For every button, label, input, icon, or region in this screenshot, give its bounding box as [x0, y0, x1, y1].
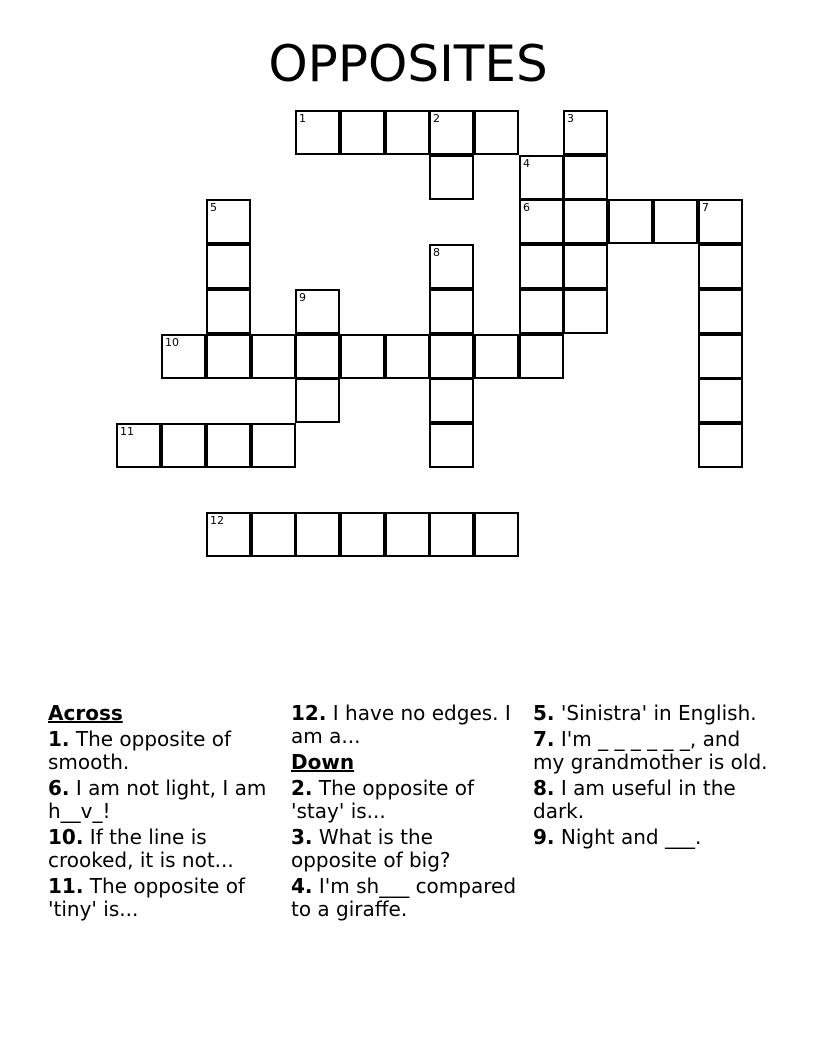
grid-cell[interactable] — [563, 110, 608, 155]
clue-number: 2. — [291, 776, 313, 800]
cell-number: 12 — [210, 514, 224, 527]
clue-number: 3. — [291, 825, 313, 849]
cell-number: 1 — [299, 112, 306, 125]
cell-number: 11 — [120, 425, 134, 438]
across-heading: Across — [48, 701, 123, 725]
grid-cell[interactable] — [698, 244, 743, 289]
clue-text: I am useful in the dark. — [533, 776, 736, 823]
clue-across-10 — [48, 826, 278, 872]
clues-column-2 — [291, 702, 521, 924]
grid-cell[interactable] — [206, 289, 251, 334]
grid-cell[interactable] — [474, 110, 519, 155]
clue-text: If the line is crooked, it is not... — [48, 825, 234, 872]
grid-cell[interactable] — [429, 334, 474, 379]
grid-cell[interactable] — [251, 512, 296, 557]
cell-number: 8 — [433, 246, 440, 259]
grid-cell[interactable] — [295, 110, 340, 155]
grid-cell[interactable] — [698, 199, 743, 244]
grid-cell[interactable] — [116, 423, 161, 468]
grid-cell[interactable] — [429, 512, 474, 557]
grid-cell[interactable] — [698, 334, 743, 379]
clues-column-1 — [48, 702, 278, 924]
clues-column-3 — [533, 702, 773, 852]
grid-cell[interactable] — [340, 334, 385, 379]
cell-number: 6 — [523, 201, 530, 214]
grid-cell[interactable] — [340, 512, 385, 557]
grid-cell[interactable] — [429, 244, 474, 289]
grid-cell[interactable] — [519, 199, 564, 244]
clue-down-3 — [291, 826, 521, 872]
clue-across-11 — [48, 875, 278, 921]
cell-number: 5 — [210, 201, 217, 214]
clue-text: The opposite of 'tiny' is... — [48, 874, 245, 921]
clue-text: I'm _ _ _ _ _ _, and my grandmother is old. — [533, 727, 768, 774]
grid-cell[interactable] — [206, 334, 251, 379]
grid-cell[interactable] — [429, 155, 474, 200]
grid-cell[interactable] — [295, 512, 340, 557]
grid-cell[interactable] — [295, 289, 340, 334]
clue-text: The opposite of 'stay' is... — [291, 776, 475, 823]
grid-cell[interactable] — [295, 334, 340, 379]
clue-text: The opposite of smooth. — [48, 727, 232, 774]
clue-across-12 — [291, 702, 521, 748]
grid-cell[interactable] — [385, 334, 430, 379]
clue-number: 8. — [533, 776, 555, 800]
grid-cell[interactable] — [206, 423, 251, 468]
grid-cell[interactable] — [206, 199, 251, 244]
cell-number: 3 — [567, 112, 574, 125]
grid-cell[interactable] — [519, 289, 564, 334]
grid-cell[interactable] — [429, 423, 474, 468]
clue-down-7 — [533, 728, 773, 774]
grid-cell[interactable] — [563, 155, 608, 200]
grid-cell[interactable] — [474, 334, 519, 379]
clue-down-4 — [291, 875, 521, 921]
grid-cell[interactable] — [385, 110, 430, 155]
grid-cell[interactable] — [251, 334, 296, 379]
grid-cell[interactable] — [385, 512, 430, 557]
cell-number: 10 — [165, 336, 179, 349]
puzzle-title: OPPOSITES — [268, 35, 548, 93]
grid-cell[interactable] — [161, 334, 206, 379]
clue-down-5 — [533, 702, 773, 725]
clue-number: 12. — [291, 701, 327, 725]
cell-number: 4 — [523, 157, 530, 170]
grid-cell[interactable] — [206, 512, 251, 557]
clue-text: I am not light, I am h__v_! — [48, 776, 267, 823]
grid-cell[interactable] — [698, 423, 743, 468]
clue-across-1 — [48, 728, 278, 774]
clue-number: 10. — [48, 825, 84, 849]
cell-number: 2 — [433, 112, 440, 125]
grid-cell[interactable] — [698, 378, 743, 423]
clue-number: 5. — [533, 701, 555, 725]
down-heading: Down — [291, 750, 355, 774]
clue-down-9 — [533, 826, 773, 849]
clue-text: Night and ___. — [554, 825, 702, 849]
grid-cell[interactable] — [251, 423, 296, 468]
grid-cell[interactable] — [519, 155, 564, 200]
grid-cell[interactable] — [161, 423, 206, 468]
cell-number: 7 — [702, 201, 709, 214]
grid-cell[interactable] — [563, 199, 608, 244]
grid-cell[interactable] — [519, 334, 564, 379]
grid-cell[interactable] — [474, 512, 519, 557]
grid-cell[interactable] — [519, 244, 564, 289]
clue-number: 11. — [48, 874, 84, 898]
grid-cell[interactable] — [563, 289, 608, 334]
clue-text: I have no edges. I am a... — [291, 701, 511, 748]
grid-cell[interactable] — [429, 110, 474, 155]
grid-cell[interactable] — [429, 289, 474, 334]
clue-down-8 — [533, 777, 773, 823]
grid-cell[interactable] — [340, 110, 385, 155]
grid-cell[interactable] — [563, 244, 608, 289]
clue-across-6 — [48, 777, 278, 823]
clue-number: 6. — [48, 776, 70, 800]
grid-cell[interactable] — [295, 378, 340, 423]
clue-text: What is the opposite of big? — [291, 825, 451, 872]
clue-number: 9. — [533, 825, 555, 849]
cell-number: 9 — [299, 291, 306, 304]
grid-cell[interactable] — [698, 289, 743, 334]
clue-down-2 — [291, 777, 521, 823]
grid-cell[interactable] — [653, 199, 698, 244]
grid-cell[interactable] — [608, 199, 653, 244]
clue-text: 'Sinistra' in English. — [554, 701, 757, 725]
clue-number: 4. — [291, 874, 313, 898]
clue-number: 7. — [533, 727, 555, 751]
grid-cell[interactable] — [429, 378, 474, 423]
clue-number: 1. — [48, 727, 70, 751]
grid-cell[interactable] — [206, 244, 251, 289]
clue-text: I'm sh___ compared to a giraffe. — [291, 874, 517, 921]
